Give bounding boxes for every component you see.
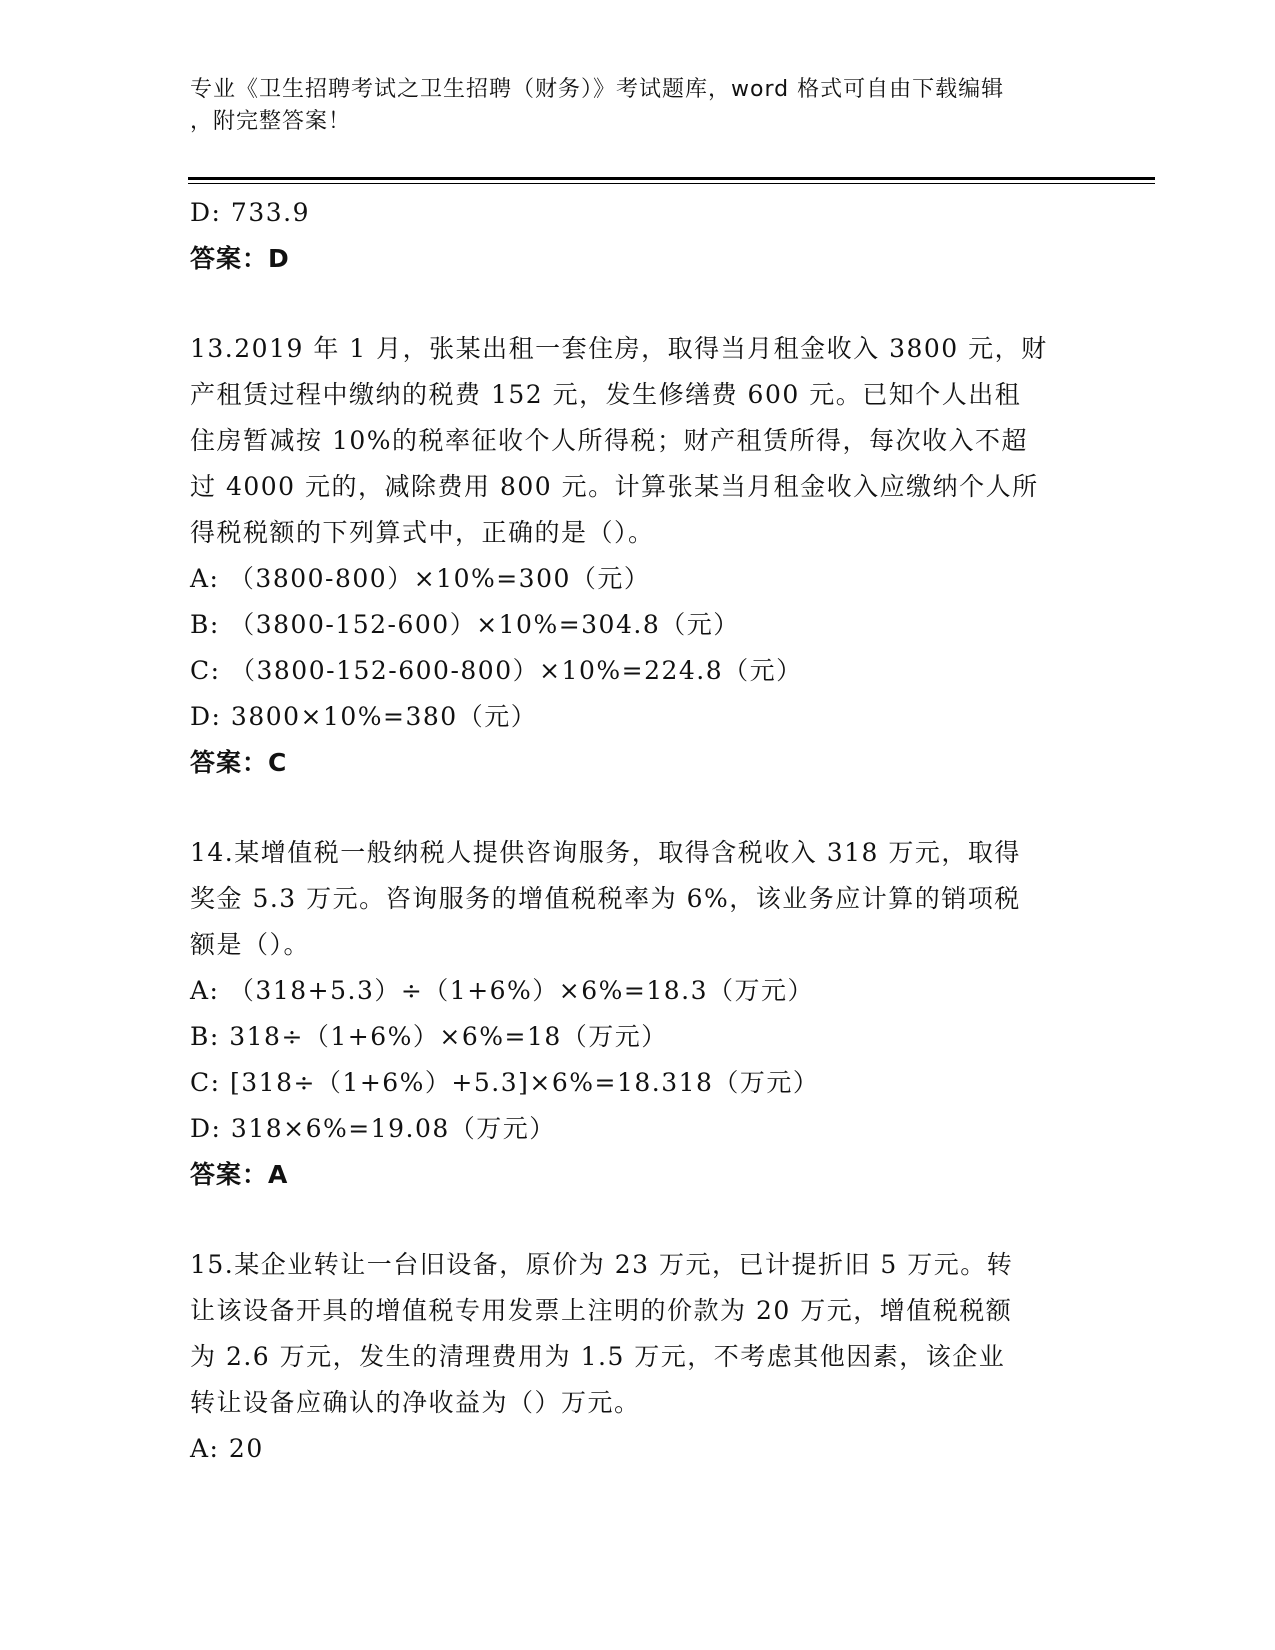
option-c: C: [318÷（1+6%）+5.3]×6%=18.318（万元） [190,1068,820,1097]
question-text-line: 14.某增值税一般纳税人提供咨询服务，取得含税收入 318 万元，取得 [190,838,1021,867]
question-15 [190,1242,1090,1472]
option-c: C: （3800-152-600-800）×10%=224.8（元） [190,656,803,685]
header-line-1: 专业《卫生招聘考试之卫生招聘（财务）》考试题库，word 格式可自由下载编辑 [190,77,1005,102]
question-13 [190,326,1090,786]
spacer [190,282,1090,326]
question-text-line: 额是（）。 [190,930,311,959]
question-text-line: 13.2019 年 1 月，张某出租一套住房，取得当月租金收入 3800 元，财 [190,334,1048,363]
question-text-line: 为 2.6 万元，发生的清理费用为 1.5 万元，不考虑其他因素，该企业 [190,1342,1006,1371]
spacer [190,786,1090,830]
header-divider-thin [188,183,1155,184]
question-text-line: 让该设备开具的增值税专用发票上注明的价款为 20 万元，增值税税额 [190,1296,1013,1325]
answer-line: 答案：C [190,748,288,777]
question-text-line: 产租赁过程中缴纳的税费 152 元，发生修缮费 600 元。已知个人出租 [190,380,1022,409]
question-text-line: 15.某企业转让一台旧设备，原价为 23 万元，已计提折旧 5 万元。转 [190,1250,1014,1279]
option-d: D: 733.9 [190,198,310,227]
option-b: B: 318÷（1+6%）×6%=18（万元） [190,1022,668,1051]
question-text-line: 住房暂减按 10%的税率征收个人所得税；财产租赁所得，每次收入不超 [190,426,1029,455]
option-d: D: 3800×10%=380（元） [190,702,538,731]
question-text-line: 奖金 5.3 万元。咨询服务的增值税税率为 6%，该业务应计算的销项税 [190,884,1021,913]
question-text-line: 转让设备应确认的净收益为（）万元。 [190,1388,641,1417]
option-d: D: 318×6%=19.08（万元） [190,1114,556,1143]
spacer [190,1198,1090,1242]
question-text-line: 过 4000 元的，减除费用 800 元。计算张某当月租金收入应缴纳个人所 [190,472,1039,501]
document-body [190,190,1090,1472]
option-a: A: 20 [190,1434,264,1463]
answer-line: 答案：A [190,1160,289,1189]
document-header [190,74,1070,138]
option-b: B: （3800-152-600）×10%=304.8（元） [190,610,740,639]
header-divider-thick [188,177,1155,180]
question-14 [190,830,1090,1198]
question-text-line: 得税税额的下列算式中，正确的是（）。 [190,518,655,547]
option-a: A: （3800-800）×10%=300（元） [190,564,651,593]
answer-line: 答案：D [190,244,290,273]
previous-question-tail [190,190,1090,282]
header-line-2: ，附完整答案！ [190,109,352,134]
option-a: A: （318+5.3）÷（1+6%）×6%=18.3（万元） [190,976,815,1005]
